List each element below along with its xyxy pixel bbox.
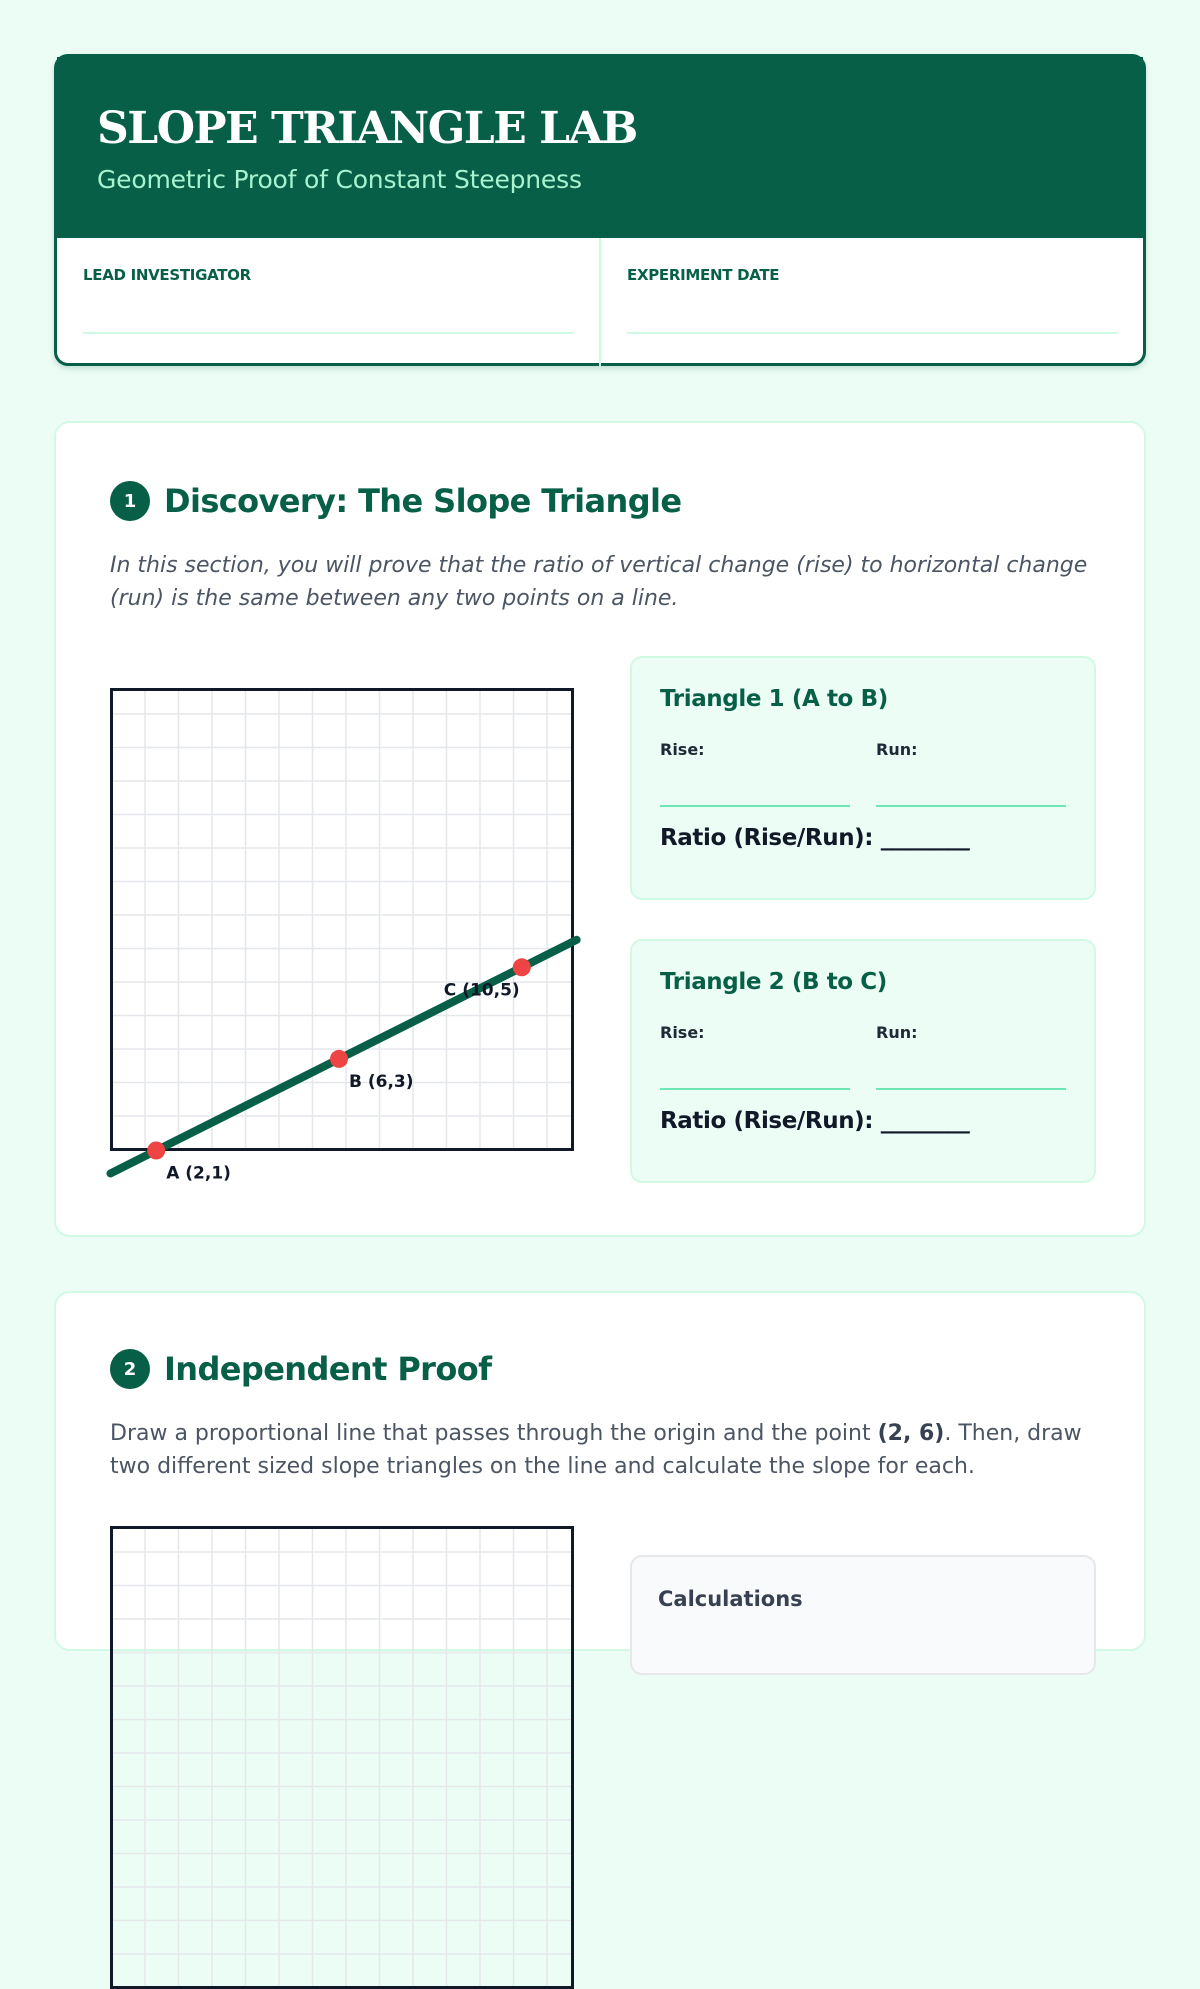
rise-input-line[interactable] [660, 805, 850, 807]
calculations-box[interactable] [630, 1555, 1096, 1675]
triangle-2-ratio[interactable]: Ratio (Rise/Run): ________ [660, 1108, 970, 1134]
section-independent-proof [54, 1291, 1146, 1651]
triangle-2-rise-field[interactable] [660, 1023, 850, 1090]
run-label: Run: [876, 740, 918, 759]
section-number-badge: 1 [110, 481, 150, 521]
rise-input-line[interactable] [660, 1088, 850, 1090]
lead-investigator-field[interactable] [57, 238, 599, 366]
run-label: Run: [876, 1023, 918, 1042]
section-discovery [54, 421, 1146, 1237]
page-subtitle: Geometric Proof of Constant Steepness [97, 165, 582, 194]
triangle-1-title: Triangle 1 (A to B) [660, 686, 888, 712]
triangle-1-ratio[interactable]: Ratio (Rise/Run): ________ [660, 825, 970, 851]
lead-investigator-input-line[interactable] [83, 332, 573, 334]
run-input-line[interactable] [876, 1088, 1066, 1090]
triangle-1-run-field[interactable] [876, 740, 1066, 807]
rise-label: Rise: [660, 1023, 705, 1042]
intro-text-before: Draw a proportional line that passes through the origin and the point [110, 1421, 878, 1446]
coordinate-grid-graph[interactable] [110, 688, 574, 1184]
grid-border [112, 1528, 573, 1988]
lead-investigator-label: LEAD INVESTIGATOR [83, 266, 251, 284]
blank-coordinate-grid[interactable] [110, 1526, 574, 1989]
rise-label: Rise: [660, 740, 705, 759]
section-intro [110, 1417, 1090, 1483]
worksheet-header [54, 54, 1146, 366]
section-title: Independent Proof [164, 1350, 492, 1388]
intro-point: (2, 6) [877, 1421, 945, 1446]
triangle-1-box [630, 656, 1096, 900]
page-title: SLOPE TRIANGLE LAB [97, 103, 637, 154]
section-intro: In this section, you will prove that the ratio of vertical change (rise) to horizontal change (run) is the same between any two points on a line. [110, 553, 1088, 611]
section-heading [110, 1349, 491, 1389]
point-label: A (2,1) [166, 1163, 231, 1184]
point-label: B (6,3) [349, 1071, 414, 1092]
triangle-2-box [630, 939, 1096, 1183]
triangle-1-rise-field[interactable] [660, 740, 850, 807]
experiment-date-input-line[interactable] [627, 332, 1117, 334]
point-label: C (10,5) [443, 980, 520, 1001]
triangle-2-title: Triangle 2 (B to C) [660, 969, 887, 995]
header-banner [57, 57, 1143, 238]
calculations-title: Calculations [658, 1587, 803, 1611]
graph-point[interactable] [513, 958, 531, 976]
header-fields [57, 238, 1143, 366]
intro-text-after: . Then, draw two different sized slope triangles on the line and calculate the slope for each. [110, 1421, 1082, 1479]
run-input-line[interactable] [876, 805, 1066, 807]
graph-point[interactable] [330, 1050, 348, 1068]
section-number-badge: 2 [110, 1349, 150, 1389]
section-heading [110, 481, 682, 521]
experiment-date-label: EXPERIMENT DATE [627, 266, 780, 284]
graph-point[interactable] [147, 1142, 165, 1160]
grid-border [112, 690, 573, 1150]
section-title: Discovery: The Slope Triangle [164, 482, 682, 520]
experiment-date-field[interactable] [599, 238, 1143, 366]
triangle-2-run-field[interactable] [876, 1023, 1066, 1090]
